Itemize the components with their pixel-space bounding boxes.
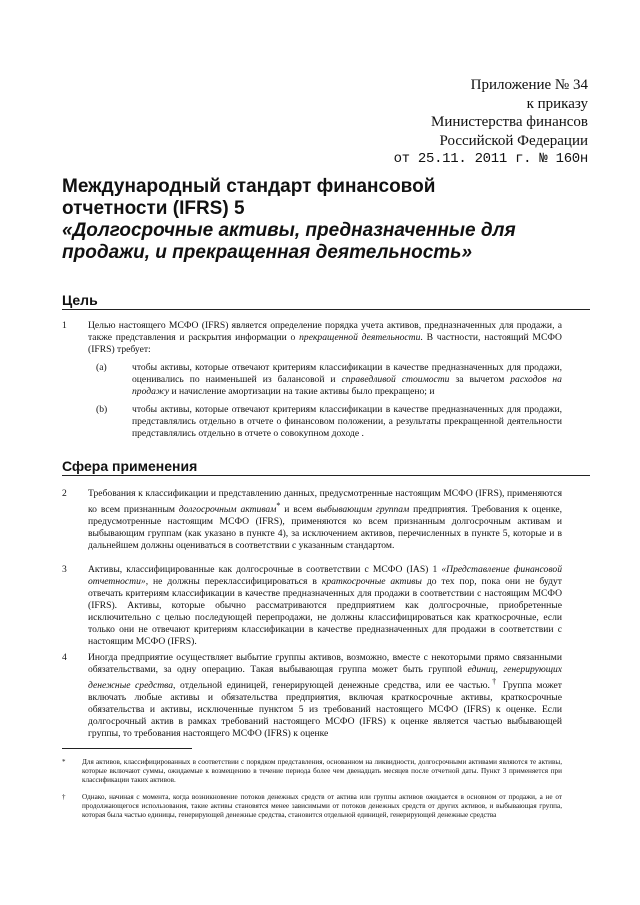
annex-block xyxy=(394,76,588,169)
title-line: «Долгосрочные активы, предназначенные для xyxy=(62,220,516,241)
title-line: продажи, и прекращенная деятельность» xyxy=(62,242,473,263)
text-run: Группа может включать любые активы и обязательства предприятия, включая краткосрочные активы, краткосрочные обязательства и активы, исключенные пунктом 5 из требований настоящего МСФО (IFRS) к оценке. Если долгосрочный актив в рамках требований настоящего МСФО (IFRS) к оценке является частью выбывающей группы, то требования настоящего МСФО (IFRS) к оценке xyxy=(88,680,563,740)
text-run-italic: единиц, генерирующих денежные средства xyxy=(88,664,563,692)
section-heading-goal: Цель xyxy=(62,292,590,310)
annex-date-line: от 25.11. 2011 г. № 160н xyxy=(393,151,588,167)
text-run-italic: краткосрочные активы xyxy=(321,576,422,587)
text-run: Иногда предприятие осуществляет выбытие группы активов, возможно, вместе с некоторыми прямо связанными обязательствами, за одну операцию. Такая выбывающая группа может быть группой xyxy=(88,652,562,675)
subparagraph-text: чтобы активы, которые отвечают критериям классификации в качестве предназначенных для продажи, представлялись отдельно в отчете о финансовом положении, а результаты прекращенной деятельности представлялись отдельно в отчете о совокупном доходе . xyxy=(132,404,562,439)
footnote-2 xyxy=(62,793,562,833)
text-run-italic: долгосрочным активам xyxy=(178,504,277,516)
subparagraph-label: (b) xyxy=(96,404,108,415)
paragraph-text xyxy=(88,652,562,740)
paragraph-number: 2 xyxy=(62,488,67,499)
section-heading-scope: Сфера применения xyxy=(62,458,590,476)
footnote-reference[interactable]: * xyxy=(276,501,281,510)
footnote-mark: * xyxy=(62,758,66,766)
footnote-divider xyxy=(62,748,192,749)
text-run: до тех пор, пока они не будут отвечать критериям классификации в качестве предназначенных для продажи в соответствии с настоящим МСФО (IFRS). Активы, которые обычно рассматриваются предприятием как долгосрочные, приобретенные исключительно с целью последующей перепродажи, не должны классифицироваться как краткосрочные, если только они не отвечают критериям классификации в качестве предназначенных для продажи в соответствии с настоящим МСФО (IFRS). xyxy=(88,576,562,647)
paragraph-2 xyxy=(62,488,562,558)
paragraph-number: 3 xyxy=(62,564,67,575)
paragraph-3 xyxy=(62,564,562,646)
title-line: Международный стандарт финансовой xyxy=(62,176,436,197)
text-run: , не должны переклассифицироваться в xyxy=(145,576,322,587)
annex-line: Приложение № 34 xyxy=(470,77,588,93)
paragraph-text xyxy=(88,488,562,552)
subparagraph-label: (a) xyxy=(96,362,107,373)
annex-line: к приказу xyxy=(526,95,588,112)
paragraph-1 xyxy=(62,320,562,360)
annex-line: Министерства финансов xyxy=(431,114,588,130)
text-run-italic: прекращенной деятельности xyxy=(299,332,421,343)
document-title xyxy=(62,176,602,264)
subparagraph-1a xyxy=(62,362,562,402)
paragraph-4 xyxy=(62,652,563,740)
footnote-reference[interactable]: † xyxy=(489,677,499,686)
footnote-text: Однако, начиная с момента, когда возникновение потоков денежных средств от актива или группы активов ожидается в основном от продажи, а не от продолжающегося использования, такие активы становятся менее зависимыми от потоков денежных средств от других активов, и выбывающая группа, которая была частью единицы, генерирующей денежные средства, становится отдельной единицей, генерирующей денежные средства xyxy=(82,793,562,819)
text-run: предприятия. Требования к оценке, предусмотренные настоящим МСФО (IFRS), применяются ко всем признанным долгосрочным активам и выбывающим группам (как указано в пункте 4), за исключением активов, перечисленных в пункте 5, которые и в дальнейшем должны оцениваться в соответствии с указанным стандартом. xyxy=(88,504,562,552)
text-run: Требования к классификации и представлению данных, предусмотренные настоящим МСФО (IFRS), применяются ко всем признанным xyxy=(88,488,562,516)
text-run: Целью настоящего МСФО (IFRS) является определение порядка учета активов, предназначенных для продажи, а также представления и раскрытия информации о xyxy=(88,320,562,343)
paragraph-number: 4 xyxy=(62,652,67,663)
text-run: и всем xyxy=(280,504,317,516)
text-run: за вычетом xyxy=(449,374,511,385)
paragraph-text xyxy=(88,320,562,356)
footnote-mark: † xyxy=(62,793,66,801)
text-run-italic: «Представление финансовой отчетности» xyxy=(88,564,562,587)
annex-line: Российской Федерации xyxy=(439,132,588,149)
paragraph-text xyxy=(88,564,562,648)
text-run: . В частности, настоящий МСФО (IFRS) требует: xyxy=(88,332,562,355)
subparagraph-text xyxy=(132,362,562,398)
text-run-italic: расходов на продажу xyxy=(132,374,562,397)
text-run: и начисление амортизации на такие активы было прекращено; и xyxy=(169,386,435,397)
text-run: чтобы активы, которые отвечают критериям классификации в качестве предназначенных для продажи, оценивались по наименьшей из балансовой и xyxy=(132,362,562,385)
subparagraph-1b xyxy=(62,404,562,444)
text-run-italic: выбывающим группам xyxy=(316,504,410,516)
text-run: Активы, классифицированные как долгосрочные в соответствии с МСФО (IAS) 1 xyxy=(88,564,442,575)
footnote-1 xyxy=(62,758,562,788)
title-line: отчетности (IFRS) 5 xyxy=(62,198,245,219)
text-run: , отдельной единицей, генерирующей денежные средства, или ее частью. xyxy=(173,680,490,692)
footnote-text: Для активов, классифицированных в соответствии с порядком представления, основанном на ликвидности, долгосрочными активами являются те активы, которые включают суммы, ожидаемые к возмещению в течение периода более чем двенадцать месяцев после отчетной даты. Пункт 3 применяется при классификации таких активов. xyxy=(82,758,562,784)
paragraph-number: 1 xyxy=(62,320,67,331)
text-run-italic: справедливой стоимости xyxy=(341,374,450,385)
